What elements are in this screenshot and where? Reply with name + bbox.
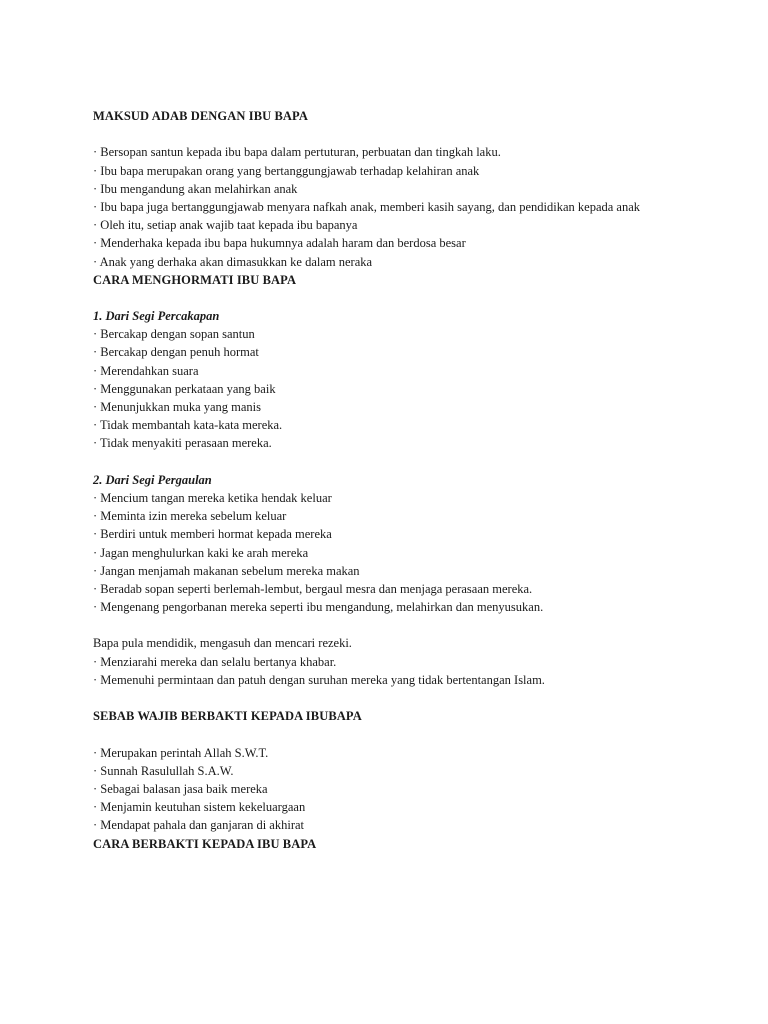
list-item: · Anak yang derhaka akan dimasukkan ke dalam neraka [93,254,373,269]
list-item: · Menggunakan perkataan yang baik [93,381,276,396]
list-item: · Tidak membantah kata-kata mereka. [93,418,283,433]
list-item: · Jagan menghulurkan kaki ke arah mereka [93,545,309,560]
list-item: · Menziarahi mereka dan selalu bertanya khabar. [93,654,337,669]
list-item: · Ibu bapa juga bertanggungjawab menyara nafkah anak, memberi kasih sayang, dan pendidikan kepada anak [93,199,641,214]
list-item: · Mengenang pengorbanan mereka seperti ibu mengandung, melahirkan dan menyusukan. [93,600,544,615]
list-item: · Bercakap dengan penuh hormat [93,345,259,360]
list-item: · Memenuhi permintaan dan patuh dengan suruhan mereka yang tidak bertentangan Islam. [93,672,545,687]
subsection-percakapan [93,307,768,453]
list-item: · Beradab sopan seperti berlemah-lembut, bergaul mesra dan menjaga perasaan mereka. [93,581,533,596]
section-heading: CARA MENGHORMATI IBU BAPA [93,272,297,287]
list-item: · Bercakap dengan sopan santun [93,327,255,342]
list-item: · Oleh itu, setiap anak wajib taat kepada ibu bapanya [93,218,358,233]
list-item: · Menderhaka kepada ibu bapa hukumnya adalah haram dan berdosa besar [93,236,466,251]
list-item: · Meminta izin mereka sebelum keluar [93,509,287,524]
list-item: · Mencium tangan mereka ketika hendak keluar [93,490,332,505]
section-cara-menghormati [93,271,768,689]
list-item: · Tidak menyakiti perasaan mereka. [93,436,272,451]
list-item: · Ibu bapa merupakan orang yang bertanggungjawab terhadap kelahiran anak [93,163,480,178]
list-item: · Merendahkan suara [93,363,199,378]
list-item: · Menunjukkan muka yang manis [93,400,262,414]
paragraph: Bapa pula mendidik, mengasuh dan mencari rezeki. [93,636,352,651]
subsection-pergaulan [93,471,768,617]
section-heading: SEBAB WAJIB BERBAKTI KEPADA IBUBAPA [93,709,362,724]
subheading: 1. Dari Segi Percakapan [93,309,220,324]
list-item: · Mendapat pahala dan ganjaran di akhirat [93,818,305,833]
list-item: · Sebagai balasan jasa baik mereka [93,781,268,796]
section-heading: MAKSUD ADAB DENGAN IBU BAPA [93,109,308,123]
list-item: · Berdiri untuk memberi hormat kepada mereka [93,527,332,542]
section-cara-berbakti [93,835,768,853]
subheading: 2. Dari Segi Pergaulan [93,472,212,487]
section-maksud-adab [93,107,768,271]
section-sebab-wajib [93,707,768,834]
list-item: · Sunnah Rasulullah S.A.W. [93,763,234,778]
list-item: · Merupakan perintah Allah S.W.T. [93,745,269,760]
list-item: · Bersopan santun kepada ibu bapa dalam pertuturan, perbuatan dan tingkah laku. [93,145,501,160]
list-item: · Menjamin keutuhan sistem kekeluargaan [93,800,306,815]
list-item: · Ibu mengandung akan melahirkan anak [93,181,298,196]
section-heading: CARA BERBAKTI KEPADA IBU BAPA [93,836,317,851]
list-item: · Jangan menjamah makanan sebelum mereka makan [93,563,360,578]
